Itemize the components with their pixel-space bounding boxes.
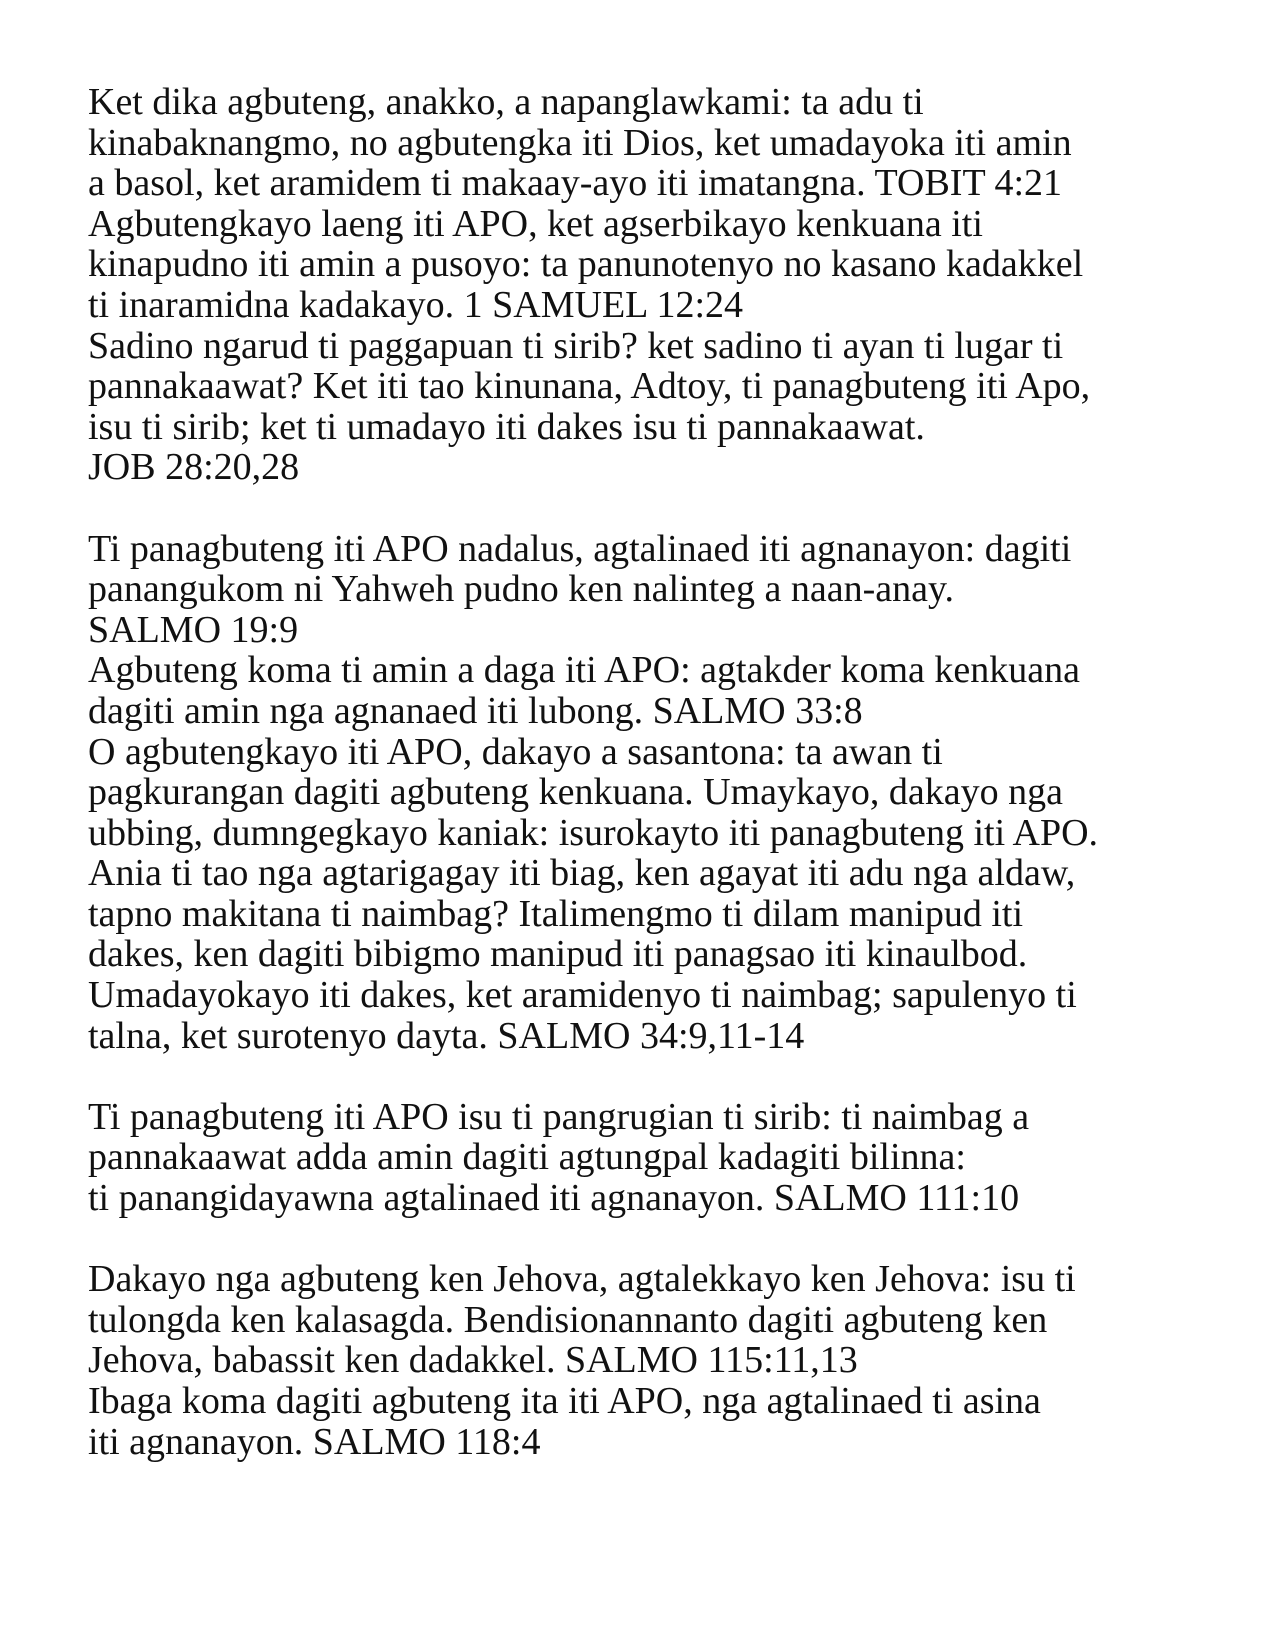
text-line: isu ti sirib; ket ti umadayo iti dakes isu ti pannakaawat. xyxy=(88,405,925,448)
text-line: kinabaknangmo, no agbutengka iti Dios, ket umadayoka iti amin xyxy=(88,121,1072,164)
text-line: Jehova, babassit ken dadakkel. SALMO 115:11,13 xyxy=(88,1339,858,1382)
text-line: Ti panagbuteng iti APO nadalus, agtalinaed iti agnanayon: dagiti xyxy=(88,527,1072,570)
text-line: JOB 28:20,28 xyxy=(88,446,300,489)
text-line: kinapudno iti amin a pusoyo: ta panunotenyo no kasano kadakkel xyxy=(88,243,1084,286)
text-line: ti inaramidna kadakayo. 1 SAMUEL 12:24 xyxy=(88,283,744,326)
text-line: tulongda ken kalasagda. Bendisionannanto dagiti agbuteng ken xyxy=(88,1298,1048,1341)
text-line: dakes, ken dagiti bibigmo manipud iti panagsao iti kinaulbod. xyxy=(88,933,1028,976)
text-line: Ania ti tao nga agtarigagay iti biag, ken agayat iti adu nga aldaw, xyxy=(88,852,1076,895)
text-line: a basol, ket aramidem ti makaay-ayo iti imatangna. TOBIT 4:21 xyxy=(88,162,1063,205)
text-line: Ibaga koma dagiti agbuteng ita iti APO, nga agtalinaed ti asina xyxy=(88,1380,1041,1422)
text-line: pannakaawat adda amin dagiti agtungpal kadagiti bilinna: xyxy=(88,1136,966,1179)
text-block-3 xyxy=(88,1097,1218,1219)
text-line: pagkurangan dagiti agbuteng kenkuana. Umaykayo, dakayo nga xyxy=(88,771,1064,814)
document-page xyxy=(88,82,1218,1462)
text-line: Ket dika agbuteng, anakko, a napanglawkami: ta adu ti xyxy=(88,81,924,123)
text-line: dagiti amin nga agnanaed iti lubong. SALMO 33:8 xyxy=(88,689,863,732)
text-line: Agbuteng koma ti amin a daga iti APO: agtakder koma kenkuana xyxy=(88,649,1080,692)
text-block-1 xyxy=(88,82,1218,488)
text-line: O agbutengkayo iti APO, dakayo a sasantona: ta awan ti xyxy=(88,730,943,773)
text-line: ti panangidayawna agtalinaed iti agnanayon. SALMO 111:10 xyxy=(88,1177,1020,1220)
text-block-4 xyxy=(88,1259,1218,1462)
text-block-2 xyxy=(88,529,1218,1057)
text-line: talna, ket surotenyo dayta. SALMO 34:9,11-14 xyxy=(88,1014,805,1057)
text-line: iti agnanayon. SALMO 118:4 xyxy=(88,1420,541,1463)
text-line: Umadayokayo iti dakes, ket aramidenyo ti naimbag; sapulenyo ti xyxy=(88,974,1077,1017)
text-line: panangukom ni Yahweh pudno ken nalinteg a naan-anay. xyxy=(88,568,955,611)
text-line: SALMO 19:9 xyxy=(88,608,299,651)
text-line: Ti panagbuteng iti APO isu ti pangrugian ti sirib: ti naimbag a xyxy=(88,1095,1030,1138)
text-line: tapno makitana ti naimbag? Italimengmo ti dilam manipud iti xyxy=(88,892,1024,935)
text-line: Sadino ngarud ti paggapuan ti sirib? ket sadino ti ayan ti lugar ti xyxy=(88,324,1064,367)
text-line: Agbutengkayo laeng iti APO, ket agserbikayo kenkuana iti xyxy=(88,202,983,245)
text-line: Dakayo nga agbuteng ken Jehova, agtalekkayo ken Jehova: isu ti xyxy=(88,1258,1076,1301)
text-line: pannakaawat? Ket iti tao kinunana, Adtoy, ti panagbuteng iti Apo, xyxy=(88,365,1091,408)
text-line: ubbing, dumngegkayo kaniak: isurokayto iti panagbuteng iti APO. xyxy=(88,811,1099,854)
